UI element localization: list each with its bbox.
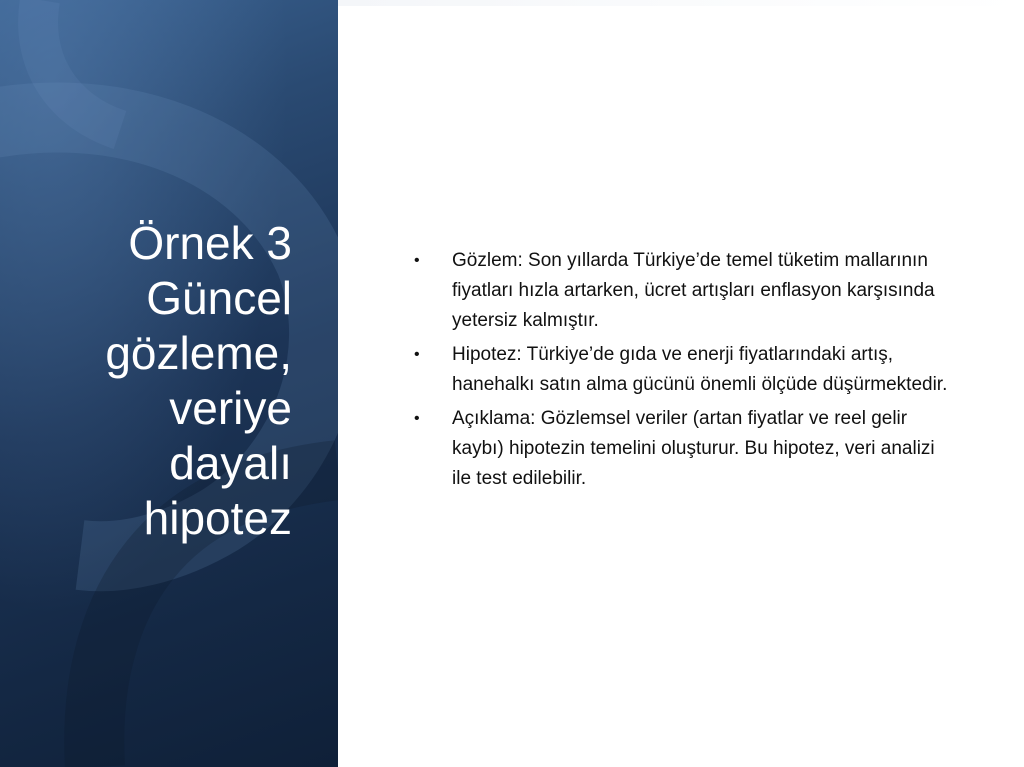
title-line: Örnek 3 bbox=[128, 217, 292, 269]
slide-title bbox=[20, 216, 292, 546]
bullet-icon: • bbox=[414, 410, 420, 427]
title-line: gözleme, bbox=[105, 327, 292, 379]
bullet-text: Açıklama: Gözlemsel veriler (artan fiyatlar ve reel gelir kaybı) hipotezin temelini oluşturur. Bu hipotez, veri analizi ile test edilebilir. bbox=[452, 408, 935, 489]
bullet-icon: • bbox=[414, 346, 420, 363]
title-panel bbox=[0, 0, 338, 767]
bullet-item-aciklama bbox=[410, 404, 950, 494]
bullet-text: Gözlem: Son yıllarda Türkiye’de temel tüketim mallarının fiyatları hızla artarken, ücret artışları enflasyon karşısında yetersiz kalmıştır. bbox=[452, 250, 935, 331]
bullet-icon: • bbox=[414, 252, 420, 269]
title-line: Güncel bbox=[146, 272, 292, 324]
bullet-text: Hipotez: Türkiye’de gıda ve enerji fiyatlarındaki artış, hanehalkı satın alma gücünü önemli ölçüde düşürmektedir. bbox=[452, 344, 948, 395]
bullet-item-hipotez bbox=[410, 340, 950, 400]
bullet-item-gozlem bbox=[410, 246, 950, 336]
title-line: hipotez bbox=[143, 492, 292, 544]
title-line: dayalı bbox=[169, 437, 292, 489]
top-divider bbox=[338, 0, 1024, 6]
bullet-list bbox=[410, 246, 950, 498]
title-line: veriye bbox=[169, 382, 292, 434]
